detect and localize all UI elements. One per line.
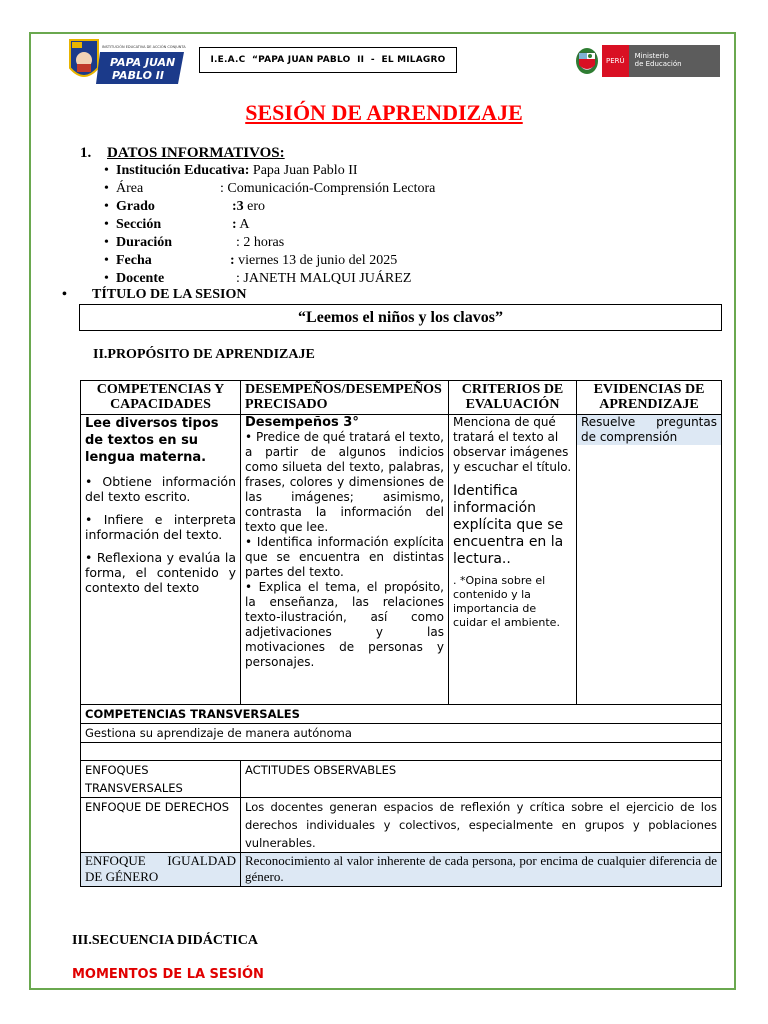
header-evidencias: EVIDENCIAS DE APRENDIZAJE	[577, 381, 722, 415]
section3-heading: III.SECUENCIA DIDÁCTICA	[72, 933, 258, 948]
info-grado: • Grado :3 ero	[104, 199, 266, 214]
session-title-bullet: •	[62, 287, 67, 302]
ministry-text: Ministerio de Educación	[629, 45, 720, 77]
header-criterios: CRITERIOS DE EVALUACIÓN	[449, 381, 577, 415]
table-row	[81, 761, 722, 798]
table-row	[81, 853, 722, 887]
header-competencias: COMPETENCIAS Y CAPACIDADES	[81, 381, 241, 415]
section2-heading: II.PROPÓSITO DE APRENDIZAJE	[93, 347, 315, 362]
info-seccion: • Sección : A	[104, 217, 250, 232]
competencias-cell	[81, 415, 241, 705]
peru-shield-icon	[574, 45, 600, 77]
momentos-heading: MOMENTOS DE LA SESIÓN	[72, 967, 264, 982]
logo-name-line2: PABLO II	[112, 69, 164, 82]
peru-label: PERÚ	[602, 45, 629, 77]
transversales-label: COMPETENCIAS TRANSVERSALES	[81, 705, 722, 724]
criterio-item: Identifica información explícita que se encuentra en la lectura..	[453, 483, 564, 567]
desempeno-item: • Identifica información explícita que se encuentra en distintas partes del texto.	[245, 535, 444, 579]
session-title-box: “Leemos el niños y los clavos”	[79, 304, 722, 331]
transversales-value: Gestiona su aprendizaje de manera autónoma	[81, 724, 722, 743]
table-row	[81, 743, 722, 761]
info-duracion: • Duración : 2 horas	[104, 235, 285, 250]
criterio-item: . *Opina sobre el contenido y la importancia de cuidar el ambiente.	[453, 574, 560, 629]
session-title-label: TÍTULO DE LA SESION	[92, 287, 247, 302]
info-docente: • Docente : JANETH MALQUI JUÁREZ	[104, 271, 412, 286]
enfoque-igualdad-label: ENFOQUE IGUALDAD DE GÉNERO	[81, 853, 241, 887]
capacidad-item: • Obtiene información del texto escrito.	[85, 474, 236, 504]
enfoque-igualdad-text: Reconocimiento al valor inherente de cada persona, por encima de cualquier diferencia de género.	[241, 853, 722, 887]
enfoque-derechos-label: ENFOQUE DE DERECHOS	[81, 798, 241, 853]
table-row	[81, 798, 722, 853]
actitudes-label: ACTITUDES OBSERVABLES	[241, 761, 722, 798]
desempenos-cell	[241, 415, 449, 705]
school-logo	[68, 38, 186, 86]
info-institucion: • Institución Educativa: Papa Juan Pablo II	[104, 163, 358, 178]
enfoques-label: ENFOQUES TRANSVERSALES	[81, 761, 241, 798]
empty-row	[81, 743, 722, 761]
info-area: • Área : Comunicación-Comprensión Lectora	[104, 181, 436, 196]
info-fecha: • Fecha : viernes 13 de junio del 2025	[104, 253, 398, 268]
desempeno-item: • Explica el tema, el propósito, la enseñanza, las relaciones texto-ilustración, así como adjetivaciones y las motivaciones de personas y personajes.	[245, 580, 444, 669]
svg-text:INSTITUCIÓN EDUCATIVA DE ACCIÓ: INSTITUCIÓN EDUCATIVA DE ACCIÓN CONJUNTA	[102, 45, 186, 49]
section1-heading: 1. DATOS INFORMATIVOS:	[80, 145, 285, 161]
institution-box: I.E.A.C “PAPA JUAN PABLO II - EL MILAGRO	[199, 47, 457, 73]
table-row	[81, 705, 722, 724]
table-header-row	[81, 381, 722, 415]
desempenos-title: Desempeños 3°	[245, 415, 359, 430]
criterio-item: Menciona de qué tratará el texto al observar imágenes y escuchar el título.	[453, 415, 572, 474]
capacidad-item: • Reflexiona y evalúa la forma, el contenido y contexto del texto	[85, 550, 236, 595]
logo-name-line1: PAPA JUAN	[110, 56, 176, 69]
evidencia-text: Resuelve preguntas de comprensión	[577, 415, 721, 445]
page-title: SESIÓN DE APRENDIZAJE	[245, 100, 523, 125]
capacidad-item: • Infiere e interpreta información del texto.	[85, 512, 236, 542]
enfoque-derechos-text: Los docentes generan espacios de reflexión y crítica sobre el ejercicio de los derechos individuales y colectivos, especialmente en grupos y poblaciones vulnerables.	[241, 798, 722, 853]
transversal-table	[80, 704, 722, 887]
desempeno-item: • Predice de qué tratará el texto, a partir de algunos indicios como silueta del texto, palabras, frases, colores y dimensiones de las imágenes; asimismo, contrasta la información del texto que lee.	[245, 430, 444, 534]
table-row	[81, 415, 722, 705]
header-desempenos: DESEMPEÑOS/DESEMPEÑOS PRECISADO	[241, 381, 449, 415]
competencia-text: Lee diversos tipos de textos en su lengua materna.	[85, 416, 219, 465]
criterios-cell	[449, 415, 577, 705]
purpose-table	[80, 380, 722, 705]
ministry-logo	[574, 45, 720, 77]
table-row	[81, 724, 722, 743]
evidencias-cell	[577, 415, 722, 705]
